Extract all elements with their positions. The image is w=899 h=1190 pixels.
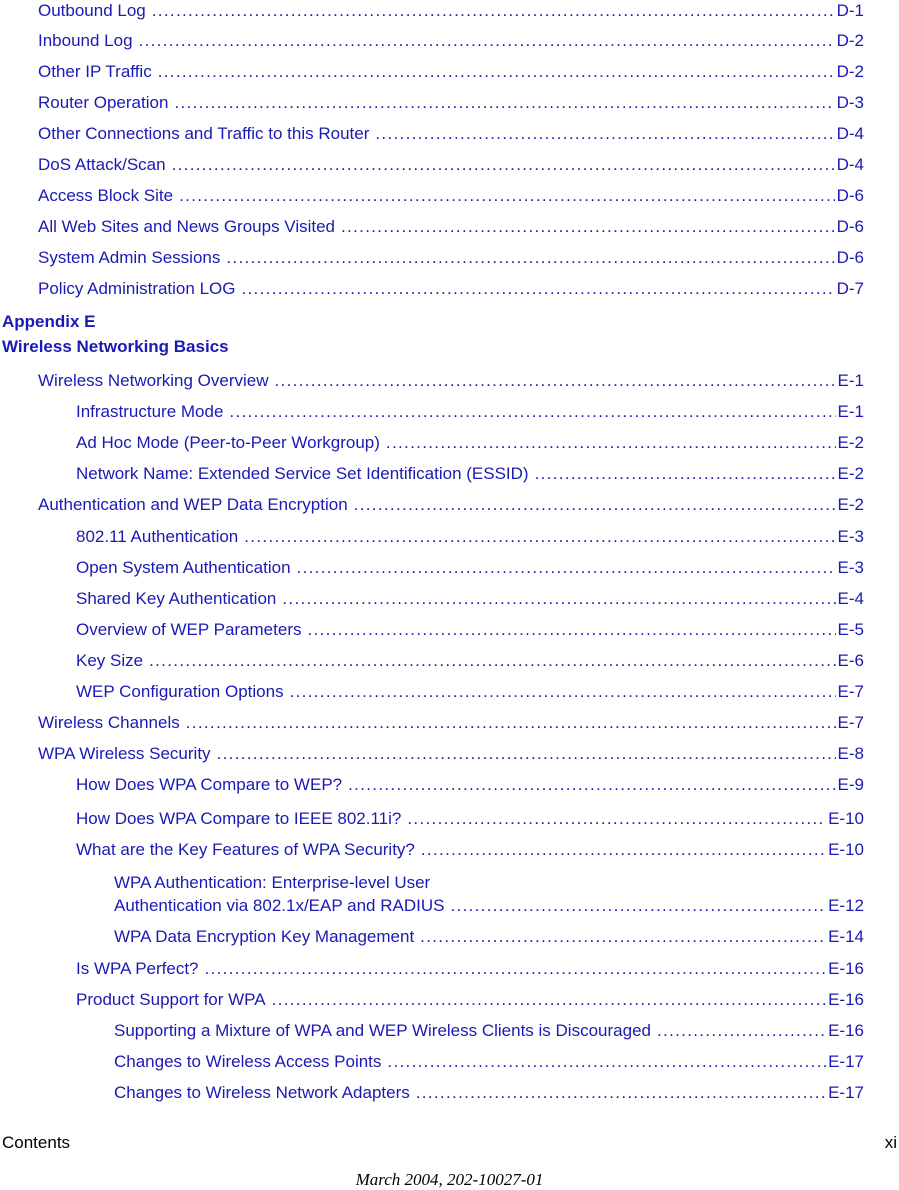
dot-leader (535, 463, 836, 485)
dot-leader (290, 681, 836, 703)
toc-entry-page: E-10 (828, 840, 864, 859)
dot-leader (386, 432, 836, 454)
toc-entry-page: D-2 (836, 31, 864, 50)
toc-entry-page: E-4 (837, 589, 864, 608)
dot-leader (226, 247, 834, 269)
toc-entry-title: What are the Key Features of WPA Security? (76, 840, 415, 859)
toc-entry-page: E-17 (828, 1083, 864, 1102)
dot-leader (139, 30, 835, 52)
toc-entry[interactable] (38, 185, 864, 207)
toc-entry-title: Changes to Wireless Network Adapters (114, 1083, 410, 1102)
toc-entry-page: E-2 (837, 433, 864, 452)
dot-leader (158, 61, 835, 83)
footer-page-number: xi (884, 1133, 897, 1152)
toc-entry-page: E-7 (837, 713, 864, 732)
dot-leader (348, 774, 835, 796)
toc-entry[interactable] (38, 0, 864, 22)
toc-entry[interactable] (114, 1051, 864, 1073)
dot-leader (420, 926, 826, 948)
toc-entry-page: E-3 (837, 558, 864, 577)
toc-entry-page: D-6 (836, 248, 864, 267)
toc-entry[interactable] (38, 123, 864, 145)
toc-entry-page: D-6 (836, 186, 864, 205)
toc-entry-page: D-3 (836, 93, 864, 112)
dot-leader (657, 1020, 826, 1042)
dot-leader (272, 989, 826, 1011)
toc-entry-title: Key Size (76, 651, 144, 670)
dot-leader (172, 154, 835, 176)
toc-entry-page: E-1 (837, 371, 864, 390)
toc-entry-title-line1[interactable]: WPA Authentication: Enterprise-level User (114, 873, 431, 892)
toc-entry[interactable] (76, 432, 864, 454)
toc-entry[interactable] (38, 154, 864, 176)
toc-entry-title: Changes to Wireless Access Points (114, 1052, 382, 1071)
toc-entry-title: System Admin Sessions (38, 248, 221, 267)
toc-entry-page: E-2 (837, 464, 864, 483)
toc-entry[interactable] (76, 588, 864, 610)
dot-leader (341, 216, 835, 238)
toc-entry-page: D-2 (836, 62, 864, 81)
toc-entry-title: Infrastructure Mode (76, 402, 224, 421)
toc-entry-title: Authentication via 802.1x/EAP and RADIUS (114, 896, 445, 915)
dot-leader (421, 839, 826, 861)
toc-entry-title: Inbound Log (38, 31, 133, 50)
toc-entry-page: E-12 (828, 896, 864, 915)
toc-entry-page: E-5 (837, 620, 864, 639)
appendix-label[interactable]: Appendix E (2, 312, 96, 331)
dot-leader (205, 958, 827, 980)
dot-leader (354, 494, 836, 516)
toc-entry-title: Outbound Log (38, 1, 146, 20)
toc-entry[interactable] (38, 30, 864, 52)
dot-leader (416, 1082, 826, 1104)
toc-entry-page: D-4 (836, 155, 864, 174)
toc-entry-title: All Web Sites and News Groups Visited (38, 217, 336, 236)
dot-leader (241, 278, 834, 300)
toc-entry[interactable] (114, 926, 864, 948)
dot-leader (149, 650, 835, 672)
toc-entry[interactable] (76, 526, 864, 548)
toc-entry[interactable] (38, 61, 864, 83)
dot-leader (407, 808, 826, 830)
toc-entry-page: D-7 (836, 279, 864, 298)
dot-leader (275, 370, 836, 392)
toc-entry[interactable] (76, 958, 864, 980)
footer-date: March 2004, 202-10027-01 (355, 1170, 544, 1189)
toc-entry[interactable] (38, 216, 864, 238)
toc-entry-title: WPA Data Encryption Key Management (114, 927, 415, 946)
dot-leader (297, 557, 836, 579)
toc-entry-title: Shared Key Authentication (76, 589, 277, 608)
toc-entry-page: E-6 (837, 651, 864, 670)
toc-entry[interactable] (38, 92, 864, 114)
toc-entry-page: D-1 (836, 1, 864, 20)
toc-entry-page: E-3 (837, 527, 864, 546)
toc-entry[interactable] (76, 989, 864, 1011)
toc-entry[interactable] (76, 463, 864, 485)
toc-entry-title: DoS Attack/Scan (38, 155, 166, 174)
dot-leader (186, 712, 836, 734)
toc-entry[interactable] (38, 712, 864, 734)
toc-entry-title: Policy Administration LOG (38, 279, 236, 298)
dot-leader (217, 743, 836, 765)
toc-entry-page: E-14 (828, 927, 864, 946)
appendix-title[interactable]: Wireless Networking Basics (2, 337, 229, 356)
toc-entry-page: D-6 (836, 217, 864, 236)
toc-entry-title: Overview of WEP Parameters (76, 620, 302, 639)
toc-entry-page: E-2 (837, 495, 864, 514)
toc-entry[interactable] (38, 743, 864, 765)
toc-entry-page: E-7 (837, 682, 864, 701)
toc-entry-page: E-17 (828, 1052, 864, 1071)
toc-entry-title: WEP Configuration Options (76, 682, 284, 701)
dot-leader (229, 401, 835, 423)
toc-entry[interactable] (76, 619, 864, 641)
toc-entry-title: Product Support for WPA (76, 990, 266, 1009)
dot-leader (244, 526, 835, 548)
dot-leader (307, 619, 835, 641)
toc-entry-title: Access Block Site (38, 186, 174, 205)
toc-entry-page: E-16 (828, 1021, 864, 1040)
toc-entry[interactable] (76, 557, 864, 579)
toc-entry-title: Wireless Networking Overview (38, 371, 269, 390)
toc-entry-title: How Does WPA Compare to IEEE 802.11i? (76, 809, 402, 828)
toc-entry[interactable] (38, 370, 864, 392)
toc-entry-title: Ad Hoc Mode (Peer-to-Peer Workgroup) (76, 433, 380, 452)
toc-entry-page: E-16 (828, 990, 864, 1009)
dot-leader (282, 588, 835, 610)
toc-entry[interactable] (76, 839, 864, 861)
toc-entry[interactable] (76, 401, 864, 423)
dot-leader (375, 123, 834, 145)
toc-entry[interactable] (76, 774, 864, 796)
toc-entry[interactable] (76, 650, 864, 672)
toc-entry-title: Is WPA Perfect? (76, 959, 199, 978)
toc-entry-page: E-16 (828, 959, 864, 978)
toc-entry[interactable] (114, 1020, 864, 1042)
toc-entry-page: E-1 (837, 402, 864, 421)
toc-entry-title: Open System Authentication (76, 558, 291, 577)
toc-entry-title: Other Connections and Traffic to this Router (38, 124, 370, 143)
toc-entry-title: Supporting a Mixture of WPA and WEP Wireless Clients is Discouraged (114, 1021, 651, 1040)
toc-entry-title: Authentication and WEP Data Encryption (38, 495, 348, 514)
toc-entry[interactable] (114, 895, 864, 917)
dot-leader (450, 895, 826, 917)
toc-entry[interactable] (76, 681, 864, 703)
toc-entry-title: Router Operation (38, 93, 169, 112)
toc-entry[interactable] (114, 1082, 864, 1104)
footer-section-label: Contents (2, 1133, 71, 1152)
toc-entry[interactable] (38, 278, 864, 300)
toc-entry[interactable] (76, 808, 864, 830)
dot-leader (174, 92, 834, 114)
toc-entry-page: E-8 (837, 744, 864, 763)
toc-entry-title: How Does WPA Compare to WEP? (76, 775, 343, 794)
toc-entry[interactable] (38, 494, 864, 516)
dot-leader (179, 185, 834, 207)
toc-entry[interactable] (38, 247, 864, 269)
toc-entry-page: E-9 (837, 775, 864, 794)
dot-leader (387, 1051, 826, 1073)
toc-entry-title: Wireless Channels (38, 713, 180, 732)
toc-entry-title: 802.11 Authentication (76, 527, 239, 546)
toc-entry-title: Other IP Traffic (38, 62, 152, 81)
toc-entry-title: WPA Wireless Security (38, 744, 211, 763)
dot-leader (152, 0, 835, 22)
toc-entry-title: Network Name: Extended Service Set Identification (ESSID) (76, 464, 529, 483)
toc-entry-page: D-4 (836, 124, 864, 143)
toc-entry-page: E-10 (828, 809, 864, 828)
